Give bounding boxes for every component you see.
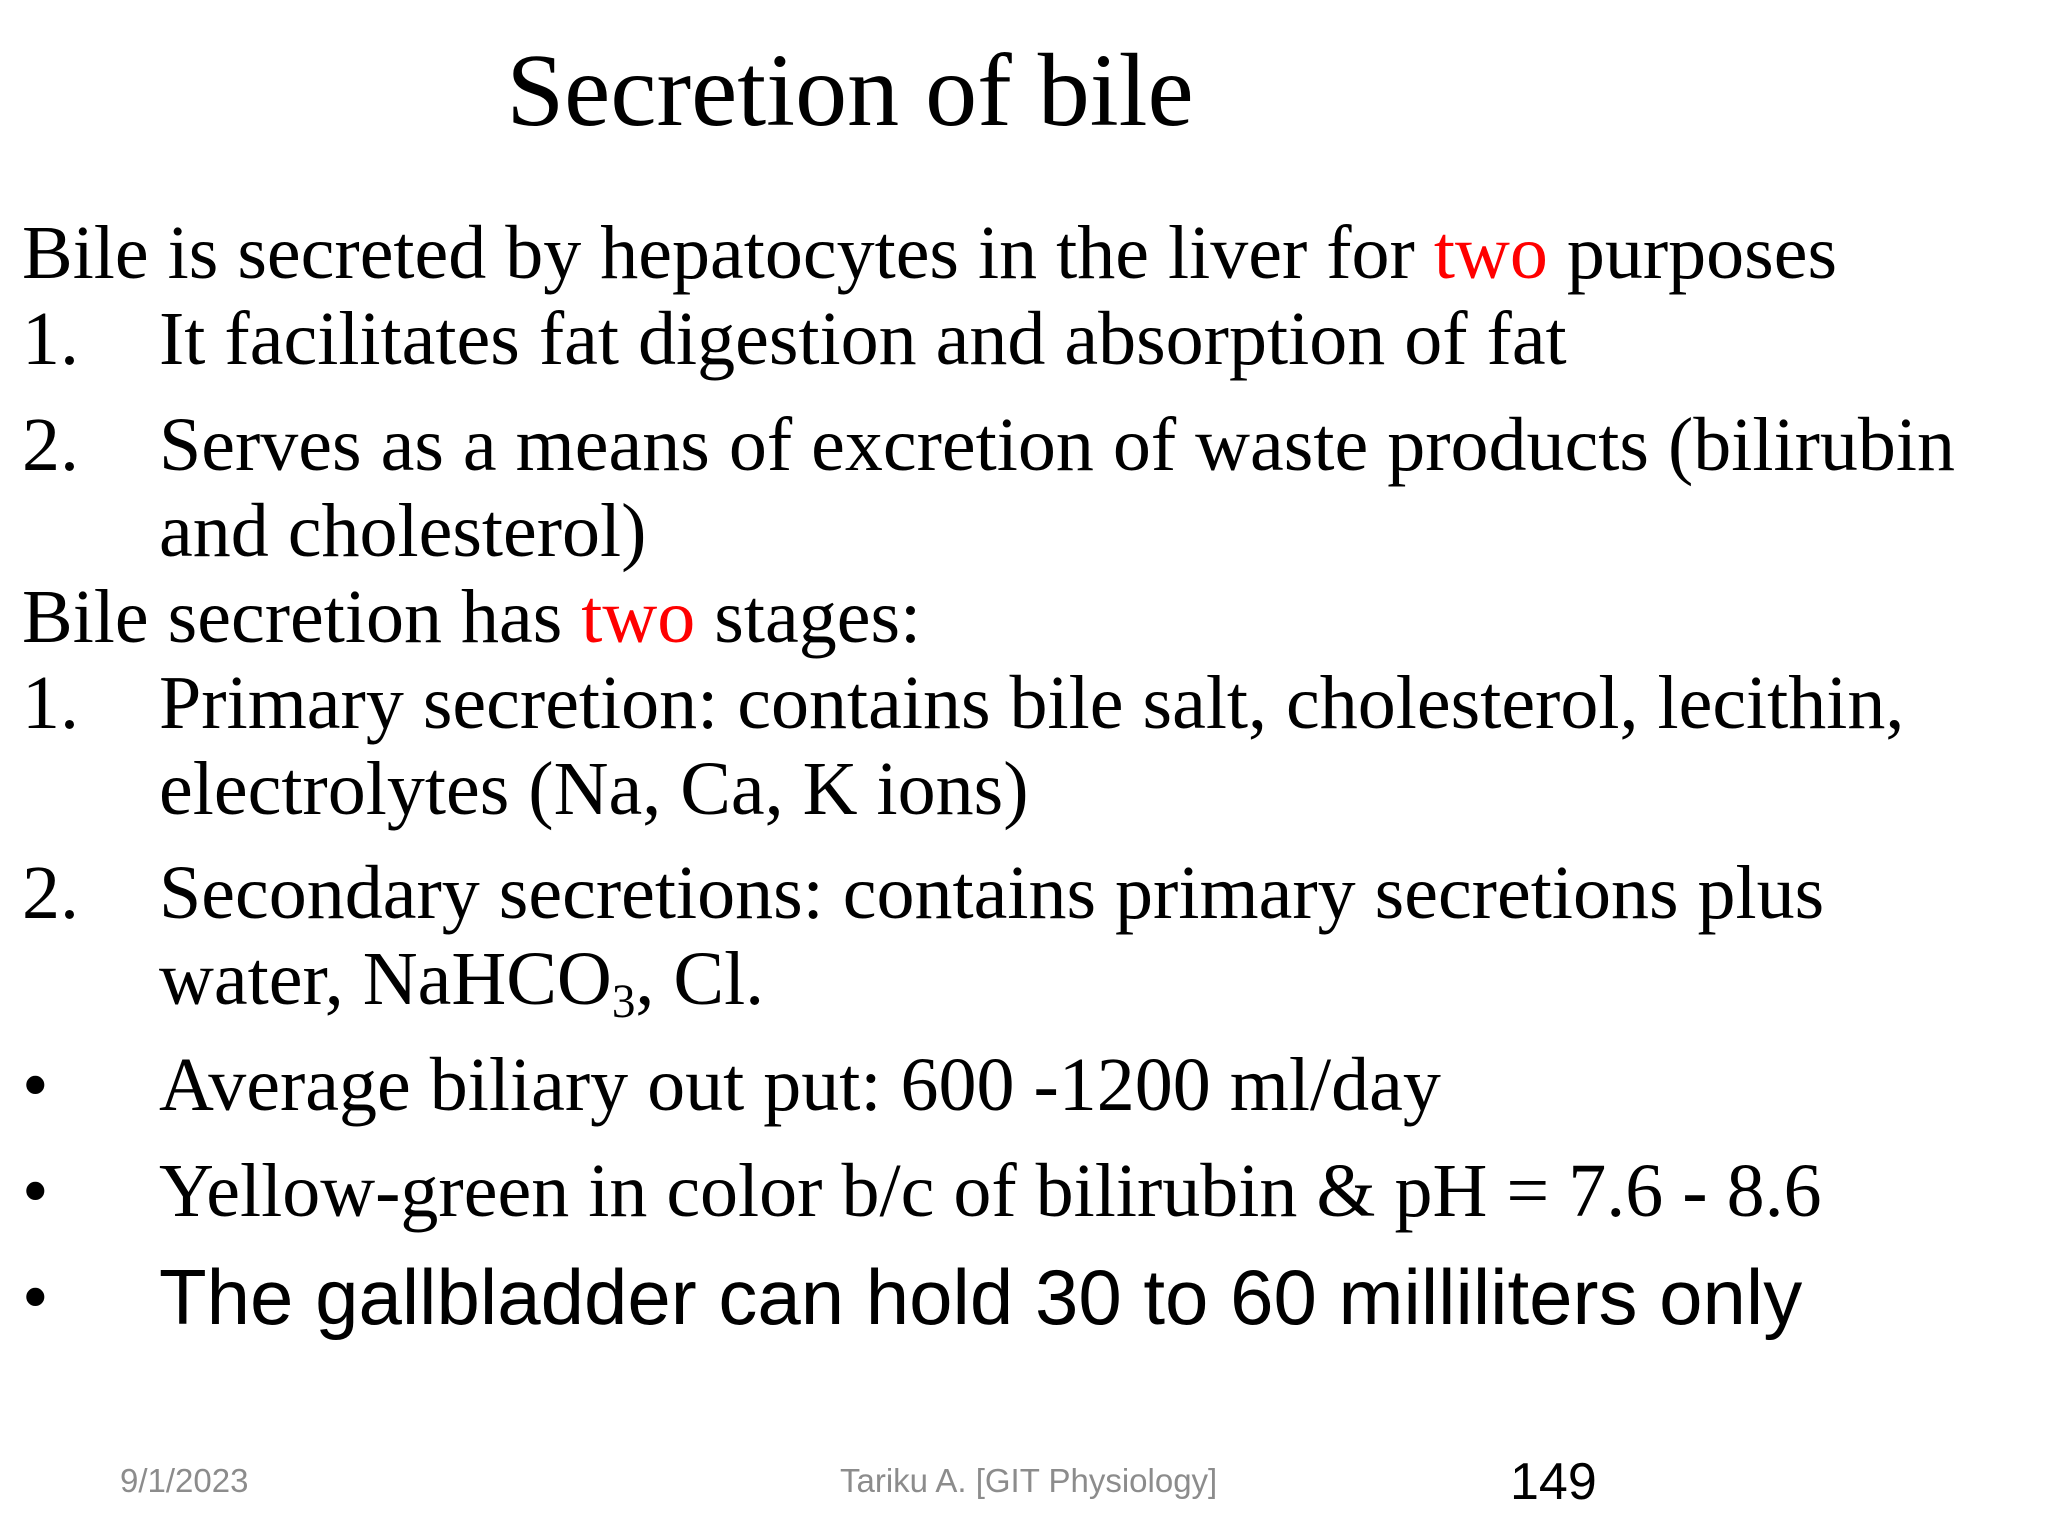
stage-text-part: , Cl. xyxy=(635,937,765,1021)
bullet-text: The gallbladder can hold 30 to 60 milliliters only xyxy=(159,1253,1803,1341)
list-number: 2. xyxy=(22,851,79,935)
purpose-text: It facilitates fat digestion and absorption of fat xyxy=(159,297,1567,381)
stage-text-part: Secondary secretions: contains primary secretions plus water, NaHCO xyxy=(159,851,1825,1021)
footer-author: Tariku A. [GIT Physiology] xyxy=(840,1462,1218,1499)
stage-text: Primary secretion: contains bile salt, cholesterol, lecithin, electrolytes (Na, Ca, K ions) xyxy=(159,661,1905,831)
slide-body xyxy=(22,210,2022,1340)
bullet-marker: • xyxy=(22,1149,49,1233)
page-number: 149 xyxy=(1510,1453,1597,1511)
stages-intro-before: Bile secretion has xyxy=(22,575,582,659)
list-number: 2. xyxy=(22,403,79,487)
stage-item xyxy=(22,850,2022,1029)
footer-date: 9/1/2023 xyxy=(120,1462,249,1499)
stages-intro-after: stages: xyxy=(695,575,922,659)
bullet-item xyxy=(22,1042,2022,1128)
list-number: 1. xyxy=(22,297,79,381)
stages-intro xyxy=(22,574,2022,660)
bullet-text: Average biliary out put: 600 -1200 ml/day xyxy=(159,1043,1441,1127)
stages-intro-highlight: two xyxy=(581,575,696,659)
subscript: 3 xyxy=(611,976,636,1029)
purposes-intro-highlight: two xyxy=(1433,211,1548,295)
bullet-marker: • xyxy=(22,1255,49,1339)
purpose-item xyxy=(22,296,2022,382)
bullet-text: Yellow-green in color b/c of bilirubin & pH = 7.6 - 8.6 xyxy=(159,1149,1822,1233)
purposes-intro-before: Bile is secreted by hepatocytes in the liver for xyxy=(22,211,1434,295)
bullet-marker: • xyxy=(22,1043,49,1127)
bullet-item xyxy=(22,1148,2022,1234)
purpose-text: Serves as a means of excretion of waste products (bilirubin and cholesterol) xyxy=(159,403,1956,573)
slide-title: Secretion of bile xyxy=(506,33,1194,148)
stage-item xyxy=(22,660,2022,832)
purposes-intro-after: purposes xyxy=(1547,211,1838,295)
bullet-item xyxy=(22,1254,2022,1340)
purpose-item xyxy=(22,402,2022,574)
purposes-intro xyxy=(22,210,2022,296)
stage-text xyxy=(159,850,2022,1029)
list-number: 1. xyxy=(22,661,79,745)
